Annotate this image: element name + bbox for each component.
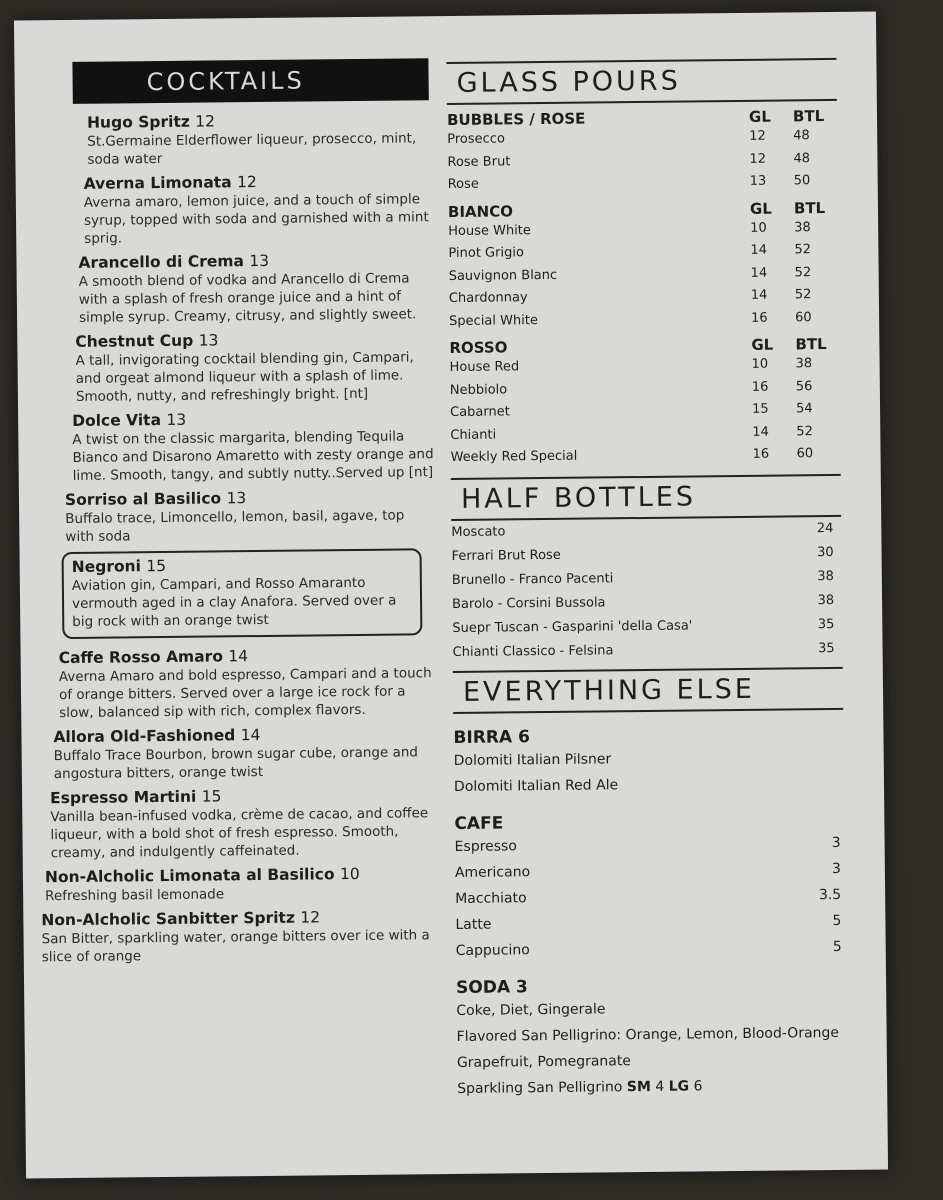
- bubbles-label: BUBBLES / ROSE: [446, 109, 586, 130]
- wine-name: Nebbiolo: [449, 381, 508, 398]
- menu-page: [14, 12, 888, 1179]
- bottle-price: 60: [796, 446, 814, 462]
- cocktail-description: Aviation gin, Campari, and Rosso Amaranto vermouth aged in a clay Anafora. Served over a big rock with an orange twist: [71, 574, 397, 630]
- cafe-item-name: Latte: [455, 916, 492, 933]
- cafe-row: [455, 907, 845, 937]
- soda-line: Flavored San Pelligrino: Orange, Lemon, Blood-Orange: [456, 1024, 840, 1045]
- cafe-row: [456, 933, 846, 963]
- wine-name: Pinot Grigio: [448, 245, 524, 262]
- cafe-item-price: 3: [831, 860, 841, 877]
- cafe-item-price: 5: [832, 912, 842, 929]
- glass-pours-title: GLASS POURS: [446, 58, 836, 105]
- cocktail-description: A twist on the classic margarita, blending Tequila Bianco and Disarono Amaretto with zesty orange and lime. Smooth, tangy, and subtly nutty..Served up [nt]: [72, 428, 434, 484]
- lg-price: 6: [693, 1077, 703, 1094]
- half-bottle-price: 38: [817, 568, 834, 584]
- btl-label: BTL: [793, 198, 826, 217]
- bottle-price: 38: [794, 219, 811, 235]
- wine-name: Special White: [449, 312, 538, 329]
- bottle-price: 48: [793, 128, 810, 144]
- half-bottle-price: 38: [817, 592, 835, 608]
- cocktail-price: 13: [249, 251, 270, 271]
- wine-name: Rose: [447, 176, 479, 193]
- wine-name: Sauvignon Blanc: [448, 267, 558, 284]
- cafe-item-price: 3: [831, 834, 841, 851]
- cafe-item-name: Americano: [454, 863, 531, 881]
- cocktail-description: Refreshing basil lemonade: [45, 886, 225, 905]
- birra-item: Dolomiti Italian Red Ale: [453, 776, 619, 795]
- cocktail-name: Arancello di Crema: [78, 252, 245, 272]
- cocktail-name: Hugo Spritz: [86, 112, 190, 132]
- cocktail-item: [87, 110, 434, 169]
- birra-label: BIRRA 6: [453, 726, 530, 748]
- cocktail-price: 15: [201, 787, 222, 806]
- cocktail-item: [50, 785, 441, 862]
- cocktail-description: Buffalo trace, Limoncello, lemon, basil, agave, top with soda: [65, 507, 405, 546]
- cocktail-name: Allora Old-Fashioned: [53, 726, 236, 747]
- bottle-price: 48: [793, 150, 811, 166]
- half-bottle-name: Moscato: [451, 523, 506, 540]
- half-bottle-name: Ferrari Brut Rose: [451, 547, 561, 564]
- gl-label: GL: [749, 199, 772, 218]
- half-bottle-name: Suepr Tuscan - Gasparini 'della Casa': [452, 617, 693, 636]
- bubbles-list: [447, 125, 838, 197]
- cafe-item-price: 5: [832, 938, 842, 955]
- cocktail-name: Sorriso al Basilico: [64, 489, 222, 510]
- cocktails-column: [32, 58, 442, 972]
- cocktails-header: COCKTAILS: [72, 58, 428, 104]
- bottle-price: 54: [795, 401, 813, 417]
- gl-label: GL: [748, 107, 771, 126]
- wine-name: Chianti: [450, 427, 497, 443]
- bottle-price: 52: [794, 264, 812, 280]
- cocktail-description: Vanilla bean-infused vodka, crème de cacao, and coffee liqueur, with a bold shot of fresh espresso. Smooth, creamy, and indulgently caffeinated.: [50, 805, 429, 862]
- glass-price: 16: [752, 446, 770, 462]
- bottle-price: 50: [793, 173, 811, 189]
- half-bottle-price: 35: [817, 640, 835, 656]
- cocktail-price: 12: [300, 908, 321, 927]
- soda-line: Grapefruit, Pomegranate: [456, 1052, 632, 1071]
- cocktail-description: A tall, invigorating cocktail blending gin, Campari, and orgeat almond liqueur with a splash of lime. Smooth, nutty, and refreshingly bright. [nt]: [75, 349, 414, 405]
- glass-price: 16: [751, 310, 768, 326]
- gl-label: GL: [751, 335, 774, 354]
- glass-price: 10: [751, 356, 769, 372]
- wine-name: Rose Brut: [447, 153, 511, 170]
- cocktail-price: 12: [236, 173, 257, 192]
- sparkling-line: [457, 1071, 847, 1101]
- glass-price: 15: [751, 401, 769, 417]
- cocktail-description: A smooth blend of vodka and Arancello di Crema with a splash of fresh orange juice and a hint of simple syrup. Creamy, citrusy, and slightly sweet.: [78, 270, 417, 326]
- birra-item: Dolomiti Italian Pilsner: [453, 750, 612, 769]
- cocktail-description: San Bitter, sparkling water, orange bitters over ice with a slice of orange: [41, 927, 430, 966]
- wine-row: [448, 170, 838, 197]
- bottle-price: 52: [794, 287, 812, 303]
- btl-label: BTL: [795, 335, 827, 354]
- cocktail-price: 10: [339, 864, 360, 884]
- glass-price: 12: [749, 151, 767, 167]
- cocktail-description: Buffalo Trace Bourbon, brown sugar cube, orange and angostura bitters, orange twist: [53, 744, 419, 783]
- cocktail-name: Chestnut Cup: [75, 331, 194, 351]
- rosso-list: [450, 353, 841, 470]
- half-bottle-price: 30: [816, 544, 834, 560]
- bottle-price: 38: [795, 356, 813, 372]
- cafe-item-name: Macchiato: [455, 889, 527, 907]
- wine-name: Chardonnay: [448, 290, 528, 307]
- half-bottle-price: 24: [816, 520, 834, 536]
- sm-label: SM: [626, 1078, 651, 1095]
- cocktail-item: [75, 329, 436, 406]
- cafe-item-name: Cappucino: [455, 941, 530, 959]
- bottle-price: 52: [794, 242, 812, 258]
- cocktail-name: Dolce Vita: [72, 411, 162, 430]
- sm-price: 4: [655, 1078, 665, 1095]
- half-bottle-row: [452, 636, 842, 664]
- half-bottle-name: Brunello - Franco Pacenti: [451, 570, 614, 588]
- bianco-label: BIANCO: [447, 201, 514, 221]
- cocktail-name: Non-Alcholic Limonata al Basilico: [44, 865, 335, 887]
- half-bottles-title: HALF BOTTLES: [451, 473, 841, 520]
- cocktail-price: 13: [198, 331, 219, 350]
- half-bottles-list: [451, 516, 842, 664]
- bottle-price: 52: [796, 423, 813, 439]
- cocktail-price: 13: [166, 410, 187, 429]
- cocktail-description: Averna amaro, lemon juice, and a touch of simple syrup, topped with soda and garnished with a mint sprig.: [83, 191, 429, 247]
- cocktail-price: 15: [146, 556, 167, 576]
- soda-label: SODA 3: [456, 976, 528, 998]
- cocktail-item: [84, 171, 435, 248]
- cocktail-item: [62, 548, 423, 639]
- half-bottle-price: 35: [817, 616, 835, 632]
- half-bottle-name: Chianti Classico - Felsina: [452, 642, 614, 660]
- cocktail-item: [45, 864, 441, 905]
- cocktail-price: 13: [226, 489, 247, 508]
- drinks-column: [446, 54, 847, 1102]
- cocktail-description: St.Germaine Elderflower liqueur, prosecco, mint, soda water: [87, 130, 417, 168]
- bianco-list: [448, 216, 839, 333]
- cocktail-item: [59, 645, 440, 722]
- cocktail-description: Averna Amaro and bold espresso, Campari and a touch of orange bitters. Served over a large ice rock for a slow, balanced sip with rich, complex flavors.: [58, 665, 432, 722]
- cafe-item-price: 3.5: [818, 886, 842, 903]
- cocktail-item: [72, 408, 437, 485]
- glass-price: 14: [750, 265, 768, 281]
- cocktail-name: Averna Limonata: [83, 173, 232, 193]
- cafe-row: [454, 829, 844, 859]
- wine-name: Prosecco: [447, 131, 505, 148]
- glass-price: 10: [750, 220, 767, 236]
- cocktail-item: [53, 724, 440, 783]
- wine-name: House White: [448, 222, 531, 239]
- half-bottle-name: Barolo - Corsini Bussola: [452, 594, 606, 612]
- wine-name: Cabarnet: [450, 404, 510, 420]
- cocktail-item: [65, 487, 438, 546]
- cocktail-item: [41, 907, 442, 966]
- soda-line: Coke, Diet, Gingerale: [456, 1000, 606, 1019]
- cocktail-name: Non-Alcholic Sanbitter Spritz: [41, 908, 296, 930]
- wine-name: Weekly Red Special: [450, 448, 578, 465]
- wine-name: House Red: [449, 359, 520, 376]
- cocktail-price: 14: [240, 726, 261, 745]
- btl-label: BTL: [792, 107, 825, 126]
- cocktail-name: Espresso Martini: [50, 787, 197, 808]
- wine-row: [449, 306, 839, 333]
- lg-label: LG: [668, 1078, 690, 1095]
- glass-price: 14: [750, 242, 768, 258]
- bottle-price: 56: [795, 378, 813, 394]
- cocktail-price: 12: [195, 112, 216, 131]
- cafe-row: [455, 881, 845, 911]
- cocktail-price: 14: [228, 647, 249, 666]
- sparkling-label: Sparkling San Pelligrino: [457, 1078, 623, 1097]
- cafe-list: [454, 829, 845, 963]
- everything-else-title: EVERYTHING ELSE: [453, 666, 843, 713]
- glass-price: 14: [750, 287, 768, 303]
- rosso-label: ROSSO: [449, 338, 508, 358]
- cocktail-item: [78, 250, 435, 327]
- cocktail-list: [33, 110, 442, 966]
- cafe-row: [455, 855, 845, 885]
- wine-row: [450, 443, 840, 470]
- bottle-price: 60: [795, 309, 812, 325]
- glass-price: 14: [752, 424, 769, 440]
- cocktail-name: Caffe Rosso Amaro: [58, 647, 224, 668]
- cafe-item-name: Espresso: [454, 837, 517, 855]
- glass-price: 16: [751, 379, 769, 395]
- cafe-label: CAFE: [454, 812, 504, 834]
- glass-price: 13: [749, 173, 767, 189]
- glass-price: 12: [749, 128, 766, 144]
- cocktail-name: Negroni: [71, 557, 142, 576]
